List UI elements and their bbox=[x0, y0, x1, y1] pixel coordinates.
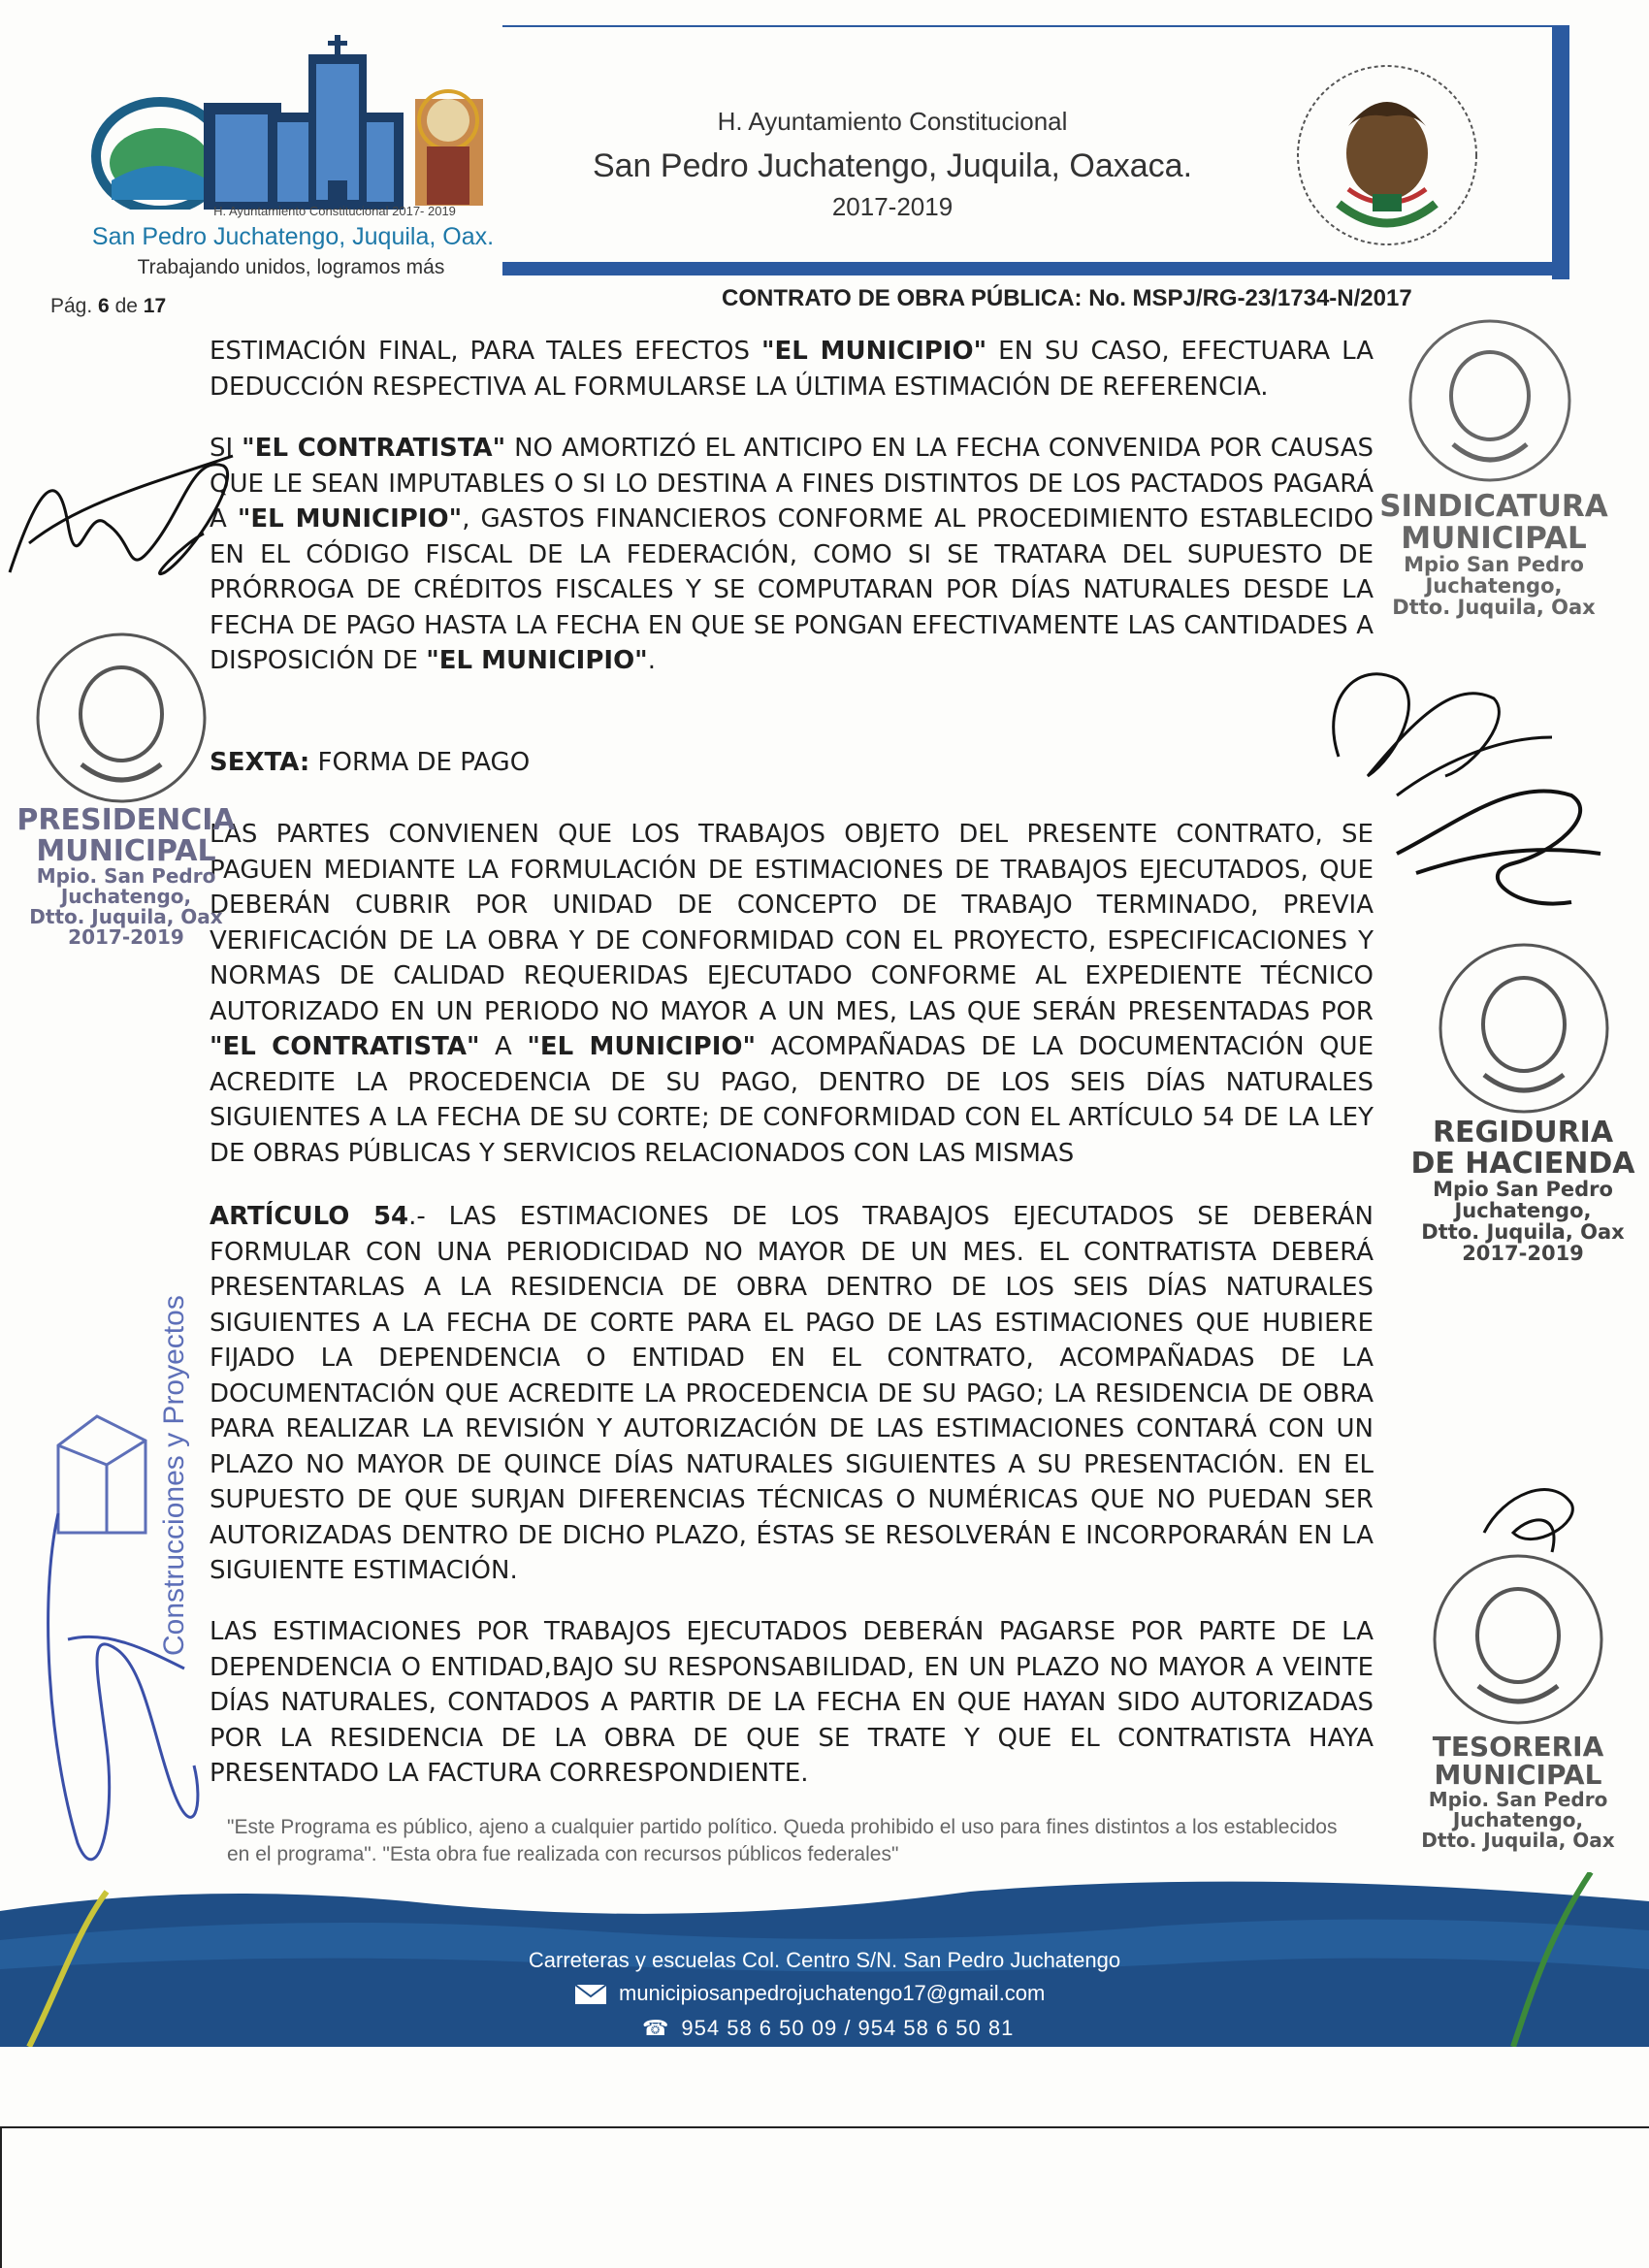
article-label: ARTÍCULO 54 bbox=[210, 1202, 409, 1231]
stamp-line: Juchatengo, bbox=[1454, 1199, 1592, 1223]
footer-disclaimer: "Este Programa es público, ajeno a cualquier partido político. Queda prohibido el uso para fines distintos a los establecidos en el programa". "Esta obra fue realizada con recursos públicos federales" bbox=[227, 1816, 1338, 1865]
text-run: ACOMPAÑADAS DE LA DOCUMENTACIÓN QUE ACREDITE LA PROCEDENCIA DE SU PAGO, DENTRO DE LOS SEIS DÍAS NATURALES SIGUIENTES A LA FECHA DE SU CORTE; DE CONFORMIDAD CON EL ARTÍCULO 54 DE LA LEY DE OBRAS PÚBLICAS Y SERVICIOS RELACIONADOS CON LAS MISMAS bbox=[210, 1032, 1374, 1168]
page-prefix: Pág. bbox=[50, 295, 93, 317]
signature-left-top bbox=[10, 456, 233, 574]
stamp-line: Dtto. Juquila, Oax bbox=[1421, 1220, 1625, 1245]
text-run: . bbox=[647, 646, 656, 675]
signature-right-1 bbox=[1334, 674, 1552, 795]
text-run: , GASTOS FINANCIEROS CONFORME AL PROCEDIMIENTO ESTABLECIDO EN EL CÓDIGO FISCAL DE LA FEDERACIÓN, COMO SI SE TRATARA DEL SUPUESTO DE PRÓRROGA DE CRÉDITOS FISCALES Y SE COMPUTARAN POR DÍAS NATURALES DESDE LA FECHA DE PAGO HASTA LA FECHA EN QUE SE PONGAN EFECTIVAMENTE LAS CANTIDADES A DISPOSICIÓN DE bbox=[210, 504, 1374, 675]
envelope-icon bbox=[574, 1984, 607, 2005]
page-current: 6 bbox=[98, 295, 110, 317]
text-run: EN SU CASO, EFECTUARA LA DEDUCCIÓN RESPECTIVA AL FORMULARSE LA ÚLTIMA ESTIMACIÓN DE REFERENCIA. bbox=[210, 337, 1374, 402]
party-municipio: "EL MUNICIPIO" bbox=[237, 504, 463, 534]
page-edge-left bbox=[0, 2126, 2, 2268]
section-label: SEXTA: bbox=[210, 748, 310, 777]
stamp-line: Juchatengo, bbox=[1425, 574, 1563, 599]
section-title: FORMA DE PAGO bbox=[309, 748, 531, 777]
text-run: NO AMORTIZÓ EL ANTICIPO EN LA FECHA CONVENIDA POR CAUSAS QUE LE SEAN IMPUTABLES O SI LO DESTINA A FINES DISTINTOS DE LOS PACTADOS PAGARÁ A bbox=[210, 434, 1374, 534]
stamp-line: Dtto. Juquila, Oax bbox=[29, 905, 223, 928]
party-municipio: "EL MUNICIPIO" bbox=[426, 646, 648, 675]
footer-email[interactable]: municipiosanpedrojuchatengo17@gmail.com bbox=[619, 1981, 1046, 2005]
stamp-line: PRESIDENCIA bbox=[16, 803, 236, 837]
footer-email-row bbox=[574, 1981, 1045, 2006]
text-run: A bbox=[479, 1032, 528, 1061]
header-municipality: San Pedro Juchatengo, Juquila, Oaxaca. bbox=[592, 147, 1193, 184]
signature-right-3 bbox=[1484, 1490, 1572, 1552]
page-total: 17 bbox=[143, 295, 167, 317]
logo-slogan: Trabajando unidos, logramos más bbox=[137, 256, 445, 278]
contract-number: CONTRATO DE OBRA PÚBLICA: No. MSPJ/RG-23/1734-N/2017 bbox=[722, 285, 1412, 311]
page-separator: de bbox=[114, 295, 138, 317]
header-period: 2017-2019 bbox=[831, 192, 954, 221]
stamp-line: Mpio San Pedro bbox=[1433, 1178, 1613, 1201]
text-run: SI bbox=[210, 434, 242, 463]
party-contratista: "EL CONTRATISTA" bbox=[210, 1032, 480, 1061]
footer-phone-row bbox=[642, 2016, 1014, 2041]
stamp-line: Mpio. San Pedro bbox=[1428, 1787, 1608, 1811]
stamp-line: DE HACIENDA bbox=[1410, 1146, 1635, 1181]
text-run: LAS ESTIMACIONES POR TRABAJOS EJECUTADOS DEBERÁN PAGARSE POR PARTE DE LA DEPENDENCIA O ENTIDAD,BAJO SU RESPONSABILIDAD, EN UN PLAZO NO MAYOR A VEINTE DÍAS NATURALES, CONTADOS A PARTIR DE LA FECHA EN QUE HAYAN SIDO AUTORIZADAS POR LA RESIDENCIA DE LA OBRA DE QUE SE TRATE Y QUE EL CONTRATISTA HAYA PRESENTADO LA FACTURA CORRESPONDIENTE. bbox=[210, 1617, 1374, 1788]
party-municipio: "EL MUNICIPIO" bbox=[527, 1032, 757, 1061]
stamp-line: MUNICIPAL bbox=[1401, 520, 1587, 556]
text-run: ESTIMACIÓN FINAL, PARA TALES EFECTOS bbox=[210, 337, 761, 366]
stamp-line: Mpio. San Pedro bbox=[36, 864, 216, 888]
text-run: .- LAS ESTIMACIONES DE LOS TRABAJOS EJECUTADOS SE DEBERÁN FORMULAR CON UNA PERIODICIDAD NO MAYOR DE UN MES. EL CONTRATISTA DEBERÁ PRESENTARLAS A LA RESIDENCIA DE OBRA DENTRO DE LOS SEIS DÍAS NATURALES SIGUIENTES A LA FECHA DE CORTE PARA EL PAGO DE LAS ESTIMACIONES QUE HUBIERE FIJADO LA DEPENDENCIA O ENTIDAD EN EL CONTRATO, ACOMPAÑADAS DE LA DOCUMENTACIÓN QUE ACREDITE LA PROCEDENCIA DE SU PAGO; LA RESIDENCIA DE OBRA PARA REALIZAR LA REVISIÓN Y AUTORIZACIÓN DE LAS ESTIMACIONES CONTARÁ CON UN PLAZO NO MAYOR DE QUINCE DÍAS NATURALES SIGUIENTES A SU PRESENTACIÓN. EN EL SUPUESTO DE QUE SURJAN DIFERENCIAS TÉCNICAS O NUMÉRICAS QUE NO PUEDAN SER AUTORIZADAS DENTRO DE DICHO PLAZO, ÉSTAS SE RESOLVERÁN E INCORPORARÁN EN LA SIGUIENTE ESTIMACIÓN. bbox=[210, 1202, 1374, 1585]
stamp-line: Juchatengo, bbox=[1452, 1807, 1584, 1831]
footer-phone: 954 58 6 50 09 / 954 58 6 50 81 bbox=[681, 2016, 1015, 2040]
logo-municipality-name: San Pedro Juchatengo, Juquila, Oax. bbox=[91, 223, 495, 250]
party-municipio: "EL MUNICIPIO" bbox=[760, 337, 987, 366]
stamp-line: REGIDURIA bbox=[1432, 1116, 1614, 1150]
stamp-line: 2017-2019 bbox=[68, 925, 184, 949]
stamp-line: MUNICIPAL bbox=[1434, 1759, 1602, 1792]
logo-caption: H. Ayuntamiento Constitucional 2017- 2019 bbox=[213, 204, 456, 218]
stamp-line: TESORERIA bbox=[1432, 1731, 1604, 1763]
stamp-line: 2017-2019 bbox=[1462, 1242, 1584, 1266]
signature-left-blue bbox=[48, 1513, 198, 1860]
page-edge-line bbox=[0, 2126, 1649, 2128]
footer-address: Carreteras y escuelas Col. Centro S/N. San Pedro Juchatengo bbox=[528, 1948, 1121, 1972]
header-title: H. Ayuntamiento Constitucional bbox=[717, 107, 1068, 136]
text-run: LAS PARTES CONVIENEN QUE LOS TRABAJOS OBJETO DEL PRESENTE CONTRATO, SE PAGUEN MEDIANTE LA FORMULACIÓN DE ESTIMACIONES DE TRABAJOS EJECUTADOS, QUE DEBERÁN CUBRIR POR UNIDAD DE CONCEPTO DE TRABAJO TERMINADO, PREVIA VERIFICACIÓN DE LA OBRA Y DE CONFORMIDAD CON EL PROYECTO, ESPECIFICACIONES Y NORMAS DE CALIDAD REQUERIDAS EJECUTADO CONFORME AL EXPEDIENTE TÉCNICO AUTORIZADO EN UN PERIODO NO MAYOR A UN MES, LAS QUE SERÁN PRESENTADAS POR bbox=[210, 820, 1374, 1026]
stamp-line: SINDICATURA bbox=[1379, 489, 1608, 524]
party-contratista: "EL CONTRATISTA" bbox=[242, 434, 506, 463]
signature-right-2 bbox=[1397, 791, 1600, 903]
stamp-line: Juchatengo, bbox=[60, 885, 192, 908]
stamp-line: Dtto. Juquila, Oax bbox=[1392, 596, 1596, 620]
stamp-line: MUNICIPAL bbox=[36, 833, 216, 868]
stamp-line: Mpio San Pedro bbox=[1404, 553, 1584, 577]
stamp-line: Dtto. Juquila, Oax bbox=[1421, 1828, 1615, 1852]
telephone-icon: ☎ bbox=[642, 2016, 670, 2040]
company-stamp: Construcciones y Proyectos bbox=[158, 1295, 190, 1656]
